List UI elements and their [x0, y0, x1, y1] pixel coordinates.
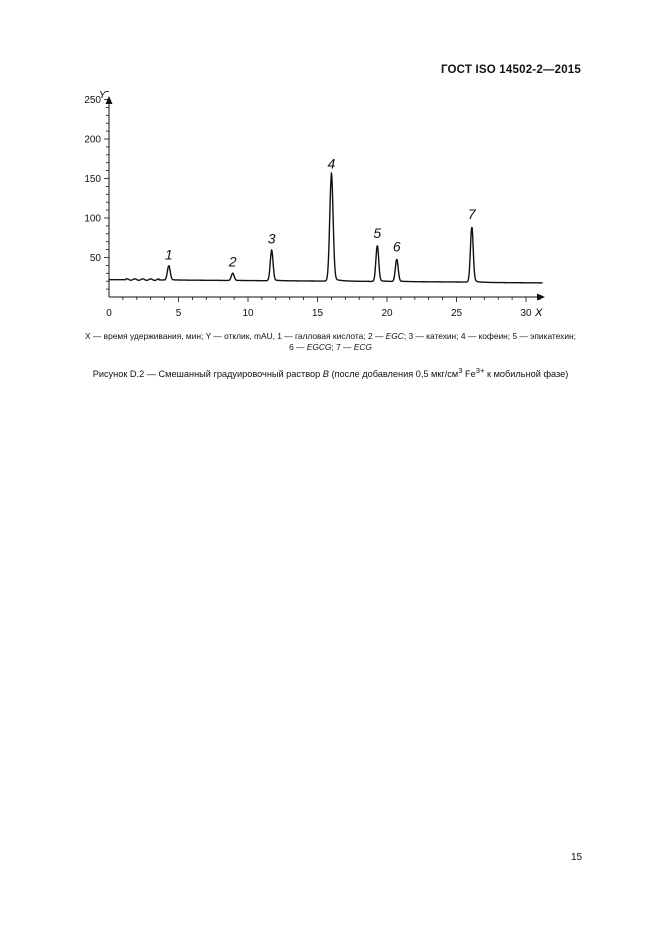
x-tick-label: 0: [106, 308, 112, 319]
chromatogram-trace: [109, 173, 543, 283]
x-tick-label: 25: [450, 308, 463, 319]
figure-caption: [30, 366, 631, 379]
chart-axes: [106, 96, 546, 301]
peak-label-2: 2: [228, 253, 237, 270]
legend-line-2: [40, 342, 621, 353]
caption-text: к мобильной фазе): [484, 369, 569, 380]
legend-text: X — время удерживания, мин; Y — отклик, mAU, 1 — галловая кислота; 2 —: [85, 331, 386, 341]
peak-label-6: 6: [392, 238, 401, 255]
legend-egc: EGC: [385, 331, 404, 341]
x-tick-label: 15: [311, 308, 324, 319]
legend-text: ; 7 —: [331, 342, 354, 352]
y-axis-arrowhead: [106, 96, 113, 104]
caption-ion-sup: 3+: [475, 366, 485, 375]
legend-text: ; 3 — катехин; 4 — кофеин; 5 — эпикатехин;: [403, 331, 576, 341]
standard-header: ГОСТ ISO 14502-2—2015: [440, 64, 581, 76]
x-tick-label: 20: [381, 308, 393, 319]
peak-label-3: 3: [267, 230, 276, 247]
caption-unit-sup: 3: [458, 366, 463, 375]
y-tick-label: 150: [84, 174, 101, 185]
y-tick-label: 50: [89, 253, 101, 264]
y-tick-label: 200: [84, 134, 101, 146]
x-tick-label: 5: [175, 308, 182, 319]
legend-ecg: ECG: [353, 342, 372, 352]
legend-egcg: EGCG: [306, 342, 332, 352]
y-tick-label: 250: [84, 95, 101, 106]
peak-labels: [165, 156, 477, 270]
y-tick-label: 100: [84, 213, 101, 225]
x-axis-label: X: [535, 307, 543, 319]
chromatogram-chart: [0, 0, 661, 330]
legend-line-1: [40, 331, 621, 342]
figure-legend: [40, 331, 621, 353]
caption-ion: Fe: [462, 369, 476, 380]
caption-solution: B: [322, 369, 329, 380]
caption-text: (после добавления 0,5 мкг/см: [328, 369, 459, 380]
y-axis-label: Y: [99, 90, 106, 101]
x-axis-arrowhead: [537, 294, 545, 301]
peak-label-1: 1: [164, 246, 173, 263]
peak-label-4: 4: [327, 155, 336, 172]
x-tick-label: 30: [520, 308, 532, 319]
peak-label-5: 5: [373, 225, 382, 242]
page-number: 15: [571, 852, 583, 863]
legend-text: 6 —: [289, 342, 307, 352]
x-tick-label: 10: [242, 308, 254, 319]
peak-label-7: 7: [467, 206, 476, 223]
caption-text: Рисунок D.2 — Смешанный градуировочный раствор: [92, 369, 323, 380]
